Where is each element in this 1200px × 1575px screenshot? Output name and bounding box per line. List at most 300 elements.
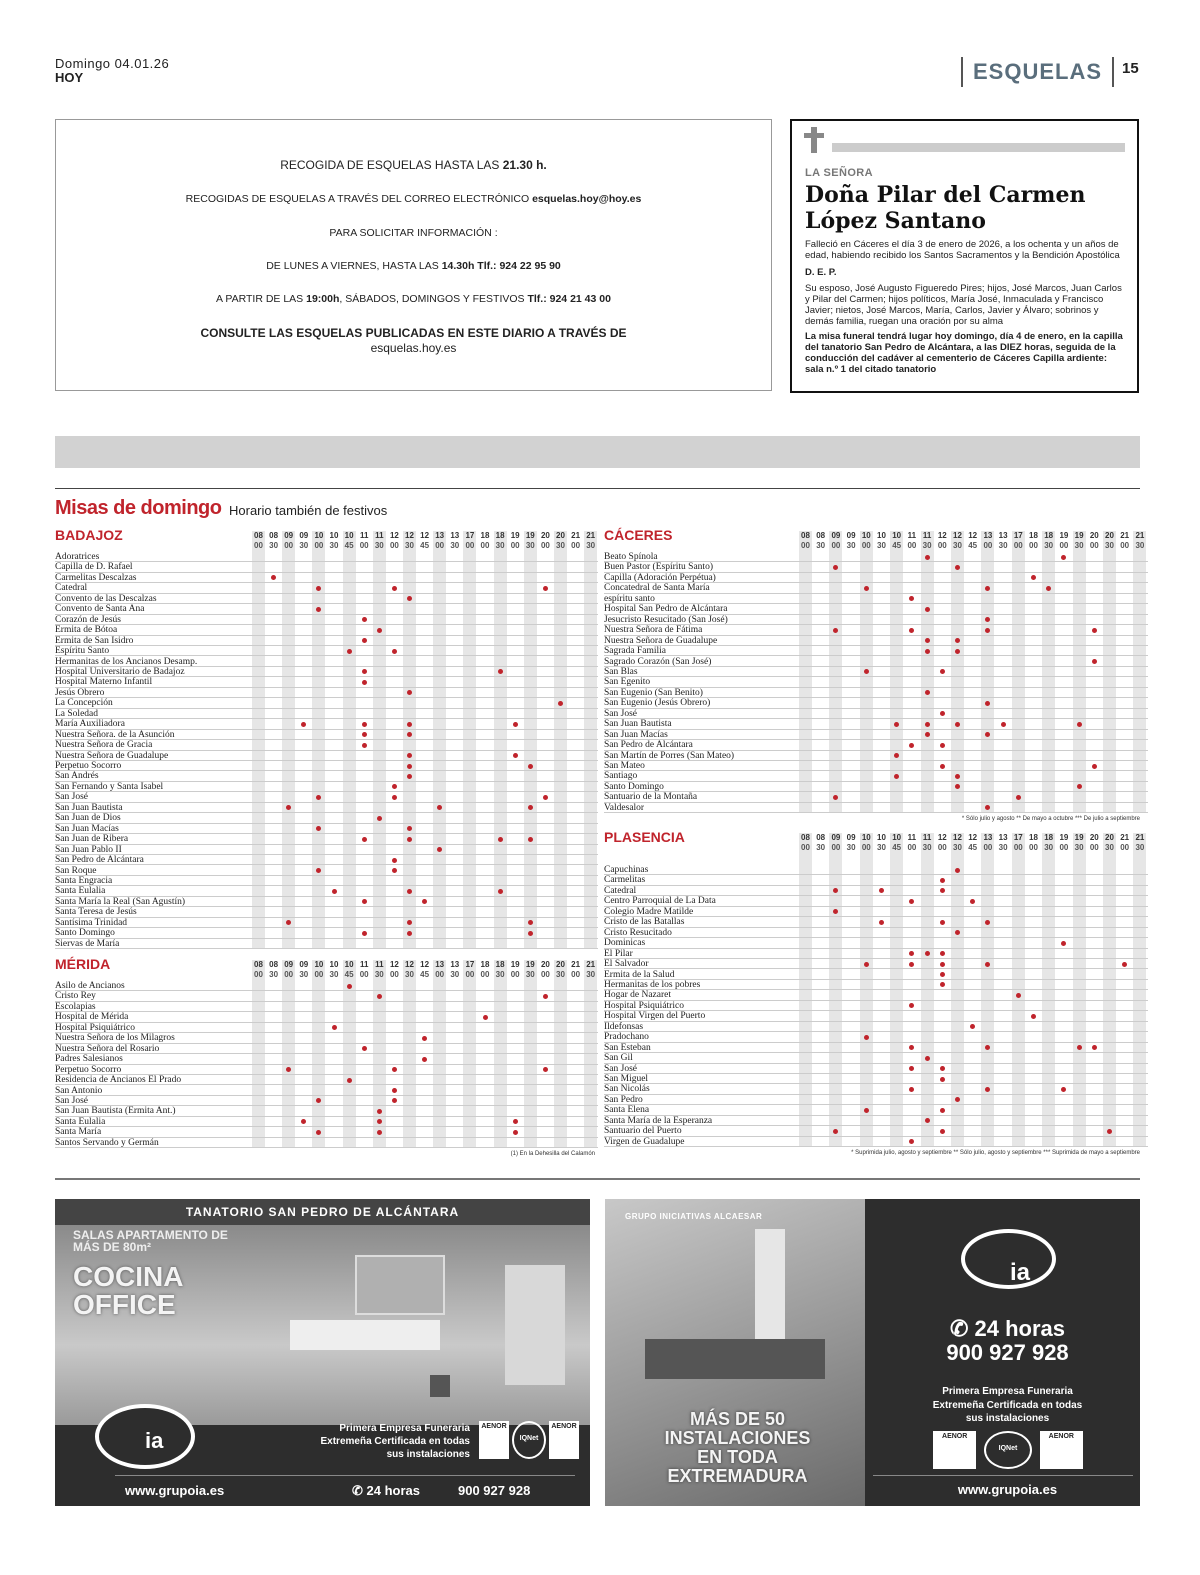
mass-time-dot — [1107, 1129, 1112, 1134]
church-row — [55, 939, 598, 949]
church-row — [604, 719, 1148, 729]
church-row — [55, 918, 598, 928]
church-row — [55, 573, 598, 583]
minute-label: 30 — [374, 970, 384, 979]
mass-time-dot — [879, 920, 884, 925]
minute-label: 00 — [937, 843, 947, 852]
church-name: San Pedro de Alcántara — [55, 855, 144, 866]
church-row — [604, 938, 1148, 948]
hour-label: 13 — [450, 531, 460, 540]
church-row — [55, 907, 598, 917]
info-line-3: PARA SOLICITAR INFORMACIÓN : — [329, 227, 498, 239]
minute-label: 00 — [510, 970, 520, 979]
church-row — [55, 761, 598, 771]
mass-time-dot — [377, 1109, 382, 1114]
minute-label: 00 — [1120, 843, 1130, 852]
hour-label: 17 — [465, 960, 475, 969]
hour-label: 11 — [375, 531, 384, 540]
minute-label: 30 — [1074, 541, 1084, 550]
minute-label: 30 — [922, 541, 932, 550]
minute-label: 00 — [540, 541, 550, 550]
hour-label: 12 — [937, 833, 947, 842]
church-name: Hermanitas de los pobres — [604, 979, 701, 990]
mass-time-dot — [347, 984, 352, 989]
hour-label: 10 — [877, 833, 886, 842]
church-name: Concatedral de Santa María — [604, 583, 710, 594]
church-row — [55, 886, 598, 896]
church-name: San Miguel — [604, 1074, 649, 1084]
church-name: Santiago — [604, 771, 638, 782]
mass-time-dot — [407, 774, 412, 779]
church-name: Catedral — [55, 583, 88, 594]
church-name: Santuario de la Montaña — [604, 792, 698, 803]
church-row — [604, 740, 1148, 750]
mass-time-dot — [392, 1088, 397, 1093]
church-row — [604, 949, 1148, 959]
minute-label: 30 — [1135, 843, 1145, 852]
gray-banner — [55, 436, 1140, 468]
church-row — [55, 646, 598, 656]
mass-time-dot — [940, 962, 945, 967]
church-name: Pradochano — [604, 1032, 649, 1043]
ad-tanatorio[interactable]: TANATORIO SAN PEDRO DE ALCÁNTARA SALAS APARTAMENTO DE MÁS DE 80m² COCINA OFFICE ia Primera Empresa Funeraria Extremeña Certificada en todas sus instalaciones AENOR IQNet AENOR www.grupoia.es ✆ 24 horas 900 927 928 — [55, 1199, 590, 1506]
phone-icon: ✆ — [352, 1483, 367, 1498]
mass-time-dot — [925, 555, 930, 560]
hour-label: 20 — [540, 960, 550, 969]
church-row — [55, 991, 598, 1001]
church-name: Buen Pastor (Espíritu Santo) — [604, 562, 713, 573]
mass-time-dot — [940, 1077, 945, 1082]
minute-label: 30 — [525, 541, 535, 550]
minute-label: 00 — [480, 541, 490, 550]
mass-time-dot — [1031, 1014, 1036, 1019]
church-row — [604, 803, 1148, 813]
mass-time-dot — [1061, 555, 1066, 560]
cross-icon — [802, 127, 826, 153]
church-row — [604, 980, 1148, 990]
church-name: San Pedro — [604, 1094, 643, 1105]
minute-label: 00 — [1059, 843, 1069, 852]
church-row — [55, 771, 598, 781]
minute-label: 30 — [953, 843, 962, 852]
mass-time-dot — [543, 1067, 548, 1072]
mass-time-dot — [362, 722, 367, 727]
mass-time-dot — [377, 816, 382, 821]
hour-label: 11 — [922, 833, 932, 842]
church-name: Catedral — [604, 885, 637, 896]
church-row — [55, 1033, 598, 1043]
minute-label: 45 — [344, 970, 354, 979]
minute-label: 00 — [861, 541, 871, 550]
minute-label: 00 — [389, 970, 399, 979]
church-row — [55, 667, 598, 677]
mass-time-dot — [513, 1130, 518, 1135]
church-row — [604, 917, 1148, 927]
hour-label: 12 — [405, 531, 414, 540]
church-row — [55, 1138, 598, 1148]
church-name: Santa Elena — [604, 1105, 650, 1116]
church-name: Adoratrices — [55, 552, 100, 562]
hour-label: 08 — [801, 531, 810, 540]
church-row — [604, 751, 1148, 761]
church-name: Perpetuo Socorro — [55, 1064, 122, 1075]
minute-label: 30 — [1105, 843, 1114, 852]
church-name: Jesús Obrero — [55, 687, 105, 698]
church-row — [604, 990, 1148, 1000]
info-line-6: CONSULTE LAS ESQUELAS PUBLICADAS EN ESTE DIARIO A TRAVÉS DE — [200, 326, 627, 340]
minute-label: 00 — [480, 970, 490, 979]
hour-label: 11 — [922, 531, 932, 540]
hour-label: 13 — [435, 960, 445, 969]
hour-label: 11 — [907, 531, 917, 540]
hour-label: 19 — [1059, 531, 1069, 540]
grupoia-website[interactable]: www.grupoia.es — [957, 1482, 1058, 1497]
hour-label: 09 — [846, 833, 856, 842]
church-name: Nuestra Señora de Fátima — [604, 625, 703, 636]
publication-name: HOY — [55, 70, 84, 85]
mass-time-dot — [955, 565, 960, 570]
church-row — [55, 845, 598, 855]
mass-time-dot — [392, 858, 397, 863]
mass-time-dot — [925, 1118, 930, 1123]
hour-label: 18 — [495, 960, 505, 969]
church-row — [604, 782, 1148, 792]
church-name: Escolapias — [55, 1001, 96, 1012]
minute-label: 00 — [1013, 541, 1023, 550]
church-row — [55, 615, 598, 625]
minute-label: 00 — [540, 970, 550, 979]
mass-time-dot — [332, 889, 337, 894]
church-name: Santísima Trinidad — [55, 917, 128, 928]
minute-label: 30 — [586, 970, 596, 979]
minute-label: 30 — [846, 541, 856, 550]
phone-number[interactable]: 900 927 928 — [946, 1340, 1069, 1365]
minute-label: 00 — [359, 970, 369, 979]
mass-time-dot — [377, 1130, 382, 1135]
church-name: San Juan Pablo II — [55, 844, 122, 855]
mass-time-dot — [377, 994, 382, 999]
minute-label: 30 — [450, 970, 460, 979]
church-row — [55, 677, 598, 687]
minute-label: 00 — [907, 541, 917, 550]
church-row — [604, 615, 1148, 625]
hour-label: 11 — [375, 960, 384, 969]
mass-time-dot — [940, 920, 945, 925]
church-row — [55, 855, 598, 865]
mass-time-dot — [955, 774, 960, 779]
church-row — [55, 866, 598, 876]
minute-label: 30 — [816, 843, 826, 852]
hour-label: 08 — [801, 833, 810, 842]
hour-label: 13 — [983, 833, 993, 842]
church-row — [604, 1137, 1148, 1147]
church-row — [55, 657, 598, 667]
mass-time-dot — [347, 649, 352, 654]
ad-grupo-ia[interactable]: GRUPO INICIATIVAS ALCAESAR MÁS DE 50 INSTALACIONES EN TODA EXTREMADURA ia ✆ 24 horas 900 927 928 Primera Empresa Funeraria Extremeña Certificada en todas sus instalaciones AENOR IQNet AENOR www.grupoia.es — [605, 1199, 1140, 1506]
email-link[interactable]: esquelas.hoy@hoy.es — [532, 193, 642, 205]
hour-label: 10 — [329, 531, 339, 540]
church-name: Asilo de Ancianos — [55, 981, 125, 991]
hour-label: 10 — [892, 833, 902, 842]
church-name: Ermita de Bótoa — [55, 625, 118, 636]
church-row — [604, 1011, 1148, 1021]
divider — [55, 1178, 1140, 1180]
minute-label: 00 — [983, 843, 993, 852]
church-row — [604, 886, 1148, 896]
church-row — [604, 1064, 1148, 1074]
mass-time-dot — [392, 795, 397, 800]
church-name: Capilla (Adoración Perpétua) — [604, 572, 716, 583]
church-name: Santo Domingo — [604, 781, 664, 792]
hour-label: 21 — [1135, 833, 1145, 842]
minute-label: 30 — [405, 970, 414, 979]
phone-number[interactable]: 900 927 928 — [458, 1483, 531, 1498]
church-name: San Juan Macías — [55, 823, 119, 834]
minute-label: 30 — [998, 843, 1008, 852]
church-row — [604, 1084, 1148, 1094]
church-name: San Juan Macías — [604, 729, 668, 740]
mass-time-dot — [513, 722, 518, 727]
minute-label: 30 — [329, 541, 339, 550]
hour-label: 20 — [1089, 833, 1099, 842]
mass-time-dot — [925, 638, 930, 643]
church-name: Beato Spínola — [604, 552, 658, 562]
hour-label: 19 — [1074, 833, 1084, 842]
kitchen-photo — [55, 1225, 590, 1425]
church-name: Hospital Virgen del Puerto — [604, 1011, 706, 1022]
church-name: Cristo Resucitado — [604, 927, 672, 938]
minute-label: 30 — [1044, 541, 1054, 550]
church-row — [55, 552, 598, 562]
church-name: Nuestra Señora de Guadalupe — [604, 635, 718, 646]
obituary-death-text: Falleció en Cáceres el día 3 de enero de 2026, a los ochenta y un años de edad, habiendo recibido los Santos Sacramentos y la Bendición Apostólica — [805, 239, 1120, 262]
church-name: Valdesalor — [604, 802, 645, 813]
church-name: San Blas — [604, 666, 638, 677]
hour-label: 13 — [450, 960, 460, 969]
minute-label: 00 — [389, 541, 399, 550]
minute-label: 30 — [877, 843, 886, 852]
section-title: ESQUELAS — [961, 57, 1114, 87]
hour-label: 12 — [953, 531, 962, 540]
mass-time-dot — [498, 837, 503, 842]
minute-label: 00 — [465, 970, 475, 979]
minute-label: 30 — [586, 541, 596, 550]
minute-label: 30 — [450, 541, 460, 550]
church-row — [55, 604, 598, 614]
hour-label: 21 — [1120, 833, 1130, 842]
church-name: Residencia de Ancianos El Prado — [55, 1075, 182, 1086]
church-row — [604, 583, 1148, 593]
minute-label: 00 — [801, 541, 810, 550]
mass-time-dot — [940, 951, 945, 956]
church-row — [55, 636, 598, 646]
church-name: espíritu santo — [604, 593, 655, 604]
church-name: Hospital de Mérida — [55, 1012, 129, 1023]
mass-time-dot — [392, 649, 397, 654]
church-name: Santa Eulalia — [55, 886, 106, 897]
minute-label: 30 — [525, 970, 535, 979]
hour-label: 19 — [1074, 531, 1084, 540]
church-row — [55, 981, 598, 991]
church-name: Siervas de María — [55, 938, 120, 949]
minute-label: 30 — [953, 541, 962, 550]
church-name: El Pilar — [604, 948, 633, 959]
hour-label: 18 — [1044, 531, 1054, 540]
mass-time-dot — [1077, 722, 1082, 727]
mass-time-dot — [864, 962, 869, 967]
church-name: San José — [604, 1063, 637, 1074]
church-name: Hospital Psiquiátrico — [55, 1022, 135, 1033]
misas-subtitle: Horario también de festivos — [229, 503, 388, 518]
church-name: Colegio Madre Matilde — [604, 906, 694, 917]
hour-label: 19 — [525, 531, 535, 540]
church-name: Hospital Materno Infantil — [55, 677, 153, 688]
info-box — [55, 119, 772, 391]
church-name: Jesucristo Resucitado (San José) — [604, 614, 728, 625]
misas-title: Misas de domingo — [55, 497, 222, 519]
minute-label: 30 — [1044, 843, 1054, 852]
hour-label: 08 — [254, 531, 263, 540]
hour-label: 20 — [1105, 833, 1114, 842]
church-row — [55, 1106, 598, 1116]
grupo-ia-logo-icon — [961, 1229, 1056, 1289]
minute-label: 00 — [1089, 843, 1099, 852]
mass-time-dot — [1092, 659, 1097, 664]
hour-label: 12 — [420, 960, 430, 969]
hour-label: 08 — [816, 531, 826, 540]
church-name: Dominicas — [604, 938, 646, 949]
minute-label: 30 — [846, 843, 856, 852]
mass-time-dot — [1122, 962, 1127, 967]
minute-label: 00 — [254, 541, 263, 550]
church-name: Cristo Rey — [55, 991, 96, 1002]
mass-time-dot — [362, 1046, 367, 1051]
mass-time-dot — [940, 764, 945, 769]
church-row — [604, 1095, 1148, 1105]
certification-logos: AENOR IQNet AENOR — [479, 1421, 579, 1459]
minute-label: 00 — [1059, 541, 1069, 550]
hour-label: 09 — [846, 531, 856, 540]
minute-label: 30 — [1135, 541, 1145, 550]
church-name: Ildefonsas — [604, 1021, 644, 1032]
mass-time-dot — [940, 878, 945, 883]
church-row — [604, 896, 1148, 906]
mass-time-dot — [940, 1066, 945, 1071]
mass-time-dot — [1016, 993, 1021, 998]
mass-time-dot — [925, 607, 930, 612]
mass-time-dot — [543, 795, 548, 800]
hour-label: 11 — [907, 833, 917, 842]
mass-time-dot — [1001, 722, 1006, 727]
church-row — [55, 1023, 598, 1033]
church-row — [55, 824, 598, 834]
hour-label: 19 — [525, 960, 535, 969]
church-name: Nuestra Señora. de la Asunción — [55, 729, 175, 740]
church-row — [55, 803, 598, 813]
mass-time-dot — [940, 1129, 945, 1134]
badajoz-title: BADAJOZ — [55, 527, 123, 543]
mass-time-dot — [362, 638, 367, 643]
mass-time-dot — [362, 680, 367, 685]
church-row — [55, 1044, 598, 1054]
mass-time-dot — [483, 1015, 488, 1020]
info-line-5: A PARTIR DE LAS 19:00h, SÁBADOS, DOMINGOS Y FESTIVOS Tlf.: 924 21 43 00 — [216, 293, 611, 305]
website-link[interactable]: esquelas.hoy.es — [370, 341, 457, 355]
mass-time-dot — [1077, 1045, 1082, 1050]
church-name: San Gil — [604, 1053, 633, 1064]
mass-time-dot — [513, 753, 518, 758]
mass-time-dot — [864, 586, 869, 591]
church-name: Hospital Universitario de Badajoz — [55, 666, 185, 677]
church-name: San Antonio — [55, 1085, 103, 1096]
church-row — [55, 730, 598, 740]
church-name: Cristo de las Batallas — [604, 917, 685, 928]
church-name: San José — [55, 1095, 88, 1106]
church-row — [55, 876, 598, 886]
mass-time-dot — [528, 837, 533, 842]
hour-label: 10 — [861, 531, 871, 540]
hour-label: 17 — [1013, 833, 1023, 842]
church-name: Hospital Psiquiátrico — [604, 1000, 684, 1011]
minute-label: 30 — [495, 541, 505, 550]
merida-title: MÉRIDA — [55, 956, 111, 972]
minute-label: 30 — [556, 541, 565, 550]
church-name: San Juan de Dios — [55, 813, 121, 824]
grupoia-website[interactable]: www.grupoia.es — [125, 1483, 225, 1498]
hour-label: 17 — [465, 531, 475, 540]
church-row — [604, 1022, 1148, 1032]
hour-label: 11 — [359, 960, 369, 969]
hour-label: 09 — [284, 960, 294, 969]
minute-label: 00 — [435, 970, 445, 979]
info-line-1: RECOGIDA DE ESQUELAS HASTA LAS 21.30 h. — [280, 158, 547, 172]
hour-label: 18 — [1029, 531, 1038, 540]
church-name: Hogar de Nazaret — [604, 990, 671, 1001]
mass-time-dot — [925, 649, 930, 654]
hour-label: 10 — [892, 531, 902, 540]
church-row — [604, 657, 1148, 667]
church-name: Santa Engracia — [55, 875, 113, 886]
hour-label: 13 — [998, 833, 1008, 842]
church-name: Perpetuo Socorro — [55, 761, 122, 771]
church-name: Santa Teresa de Jesús — [55, 907, 137, 918]
certification-logos: AENOR IQNet AENOR — [933, 1431, 1083, 1469]
minute-label: 30 — [877, 541, 886, 550]
hour-label: 08 — [269, 531, 279, 540]
minute-label: 30 — [556, 970, 565, 979]
minute-label: 00 — [571, 541, 581, 550]
church-name: Nuestra Señora de los Milagros — [55, 1033, 175, 1044]
church-row — [55, 1065, 598, 1075]
hour-label: 10 — [314, 531, 324, 540]
minute-label: 00 — [1120, 541, 1130, 550]
page-date: Domingo 04.01.26 — [55, 56, 170, 71]
church-name: Nuestra Señora de Guadalupe — [55, 750, 169, 761]
church-name: Nuestra Señora de Gracia — [55, 740, 153, 751]
church-row — [604, 709, 1148, 719]
page-number: 15 — [1122, 60, 1139, 77]
church-row — [604, 792, 1148, 802]
church-row — [604, 771, 1148, 781]
church-name: Carmelitas — [604, 875, 646, 886]
church-row — [604, 970, 1148, 980]
hour-label: 13 — [983, 531, 993, 540]
mass-time-dot — [362, 931, 367, 936]
church-row — [604, 1001, 1148, 1011]
church-row — [604, 865, 1148, 875]
minute-label: 00 — [1029, 843, 1038, 852]
hour-label: 09 — [284, 531, 294, 540]
